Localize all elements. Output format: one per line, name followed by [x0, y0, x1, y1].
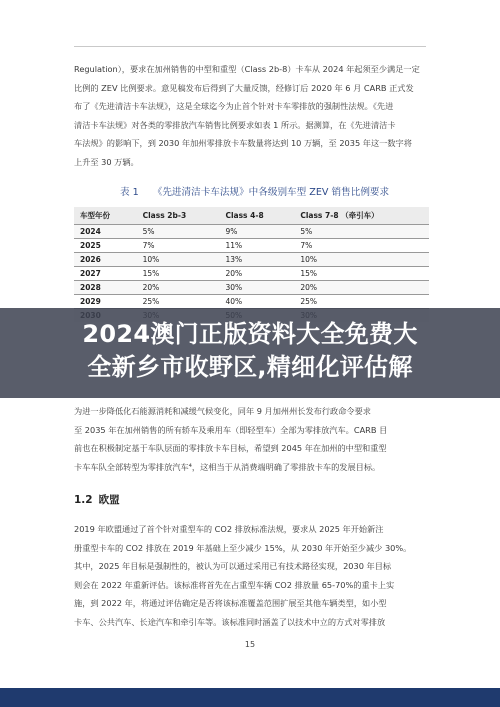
- text-line: 则会在 2022 年重新评估。该标准将首先在占重型车辆 CO2 排放量 65-70%的重卡上实: [74, 579, 395, 590]
- banner-line: 全新乡市收野区,精细化评估解: [87, 353, 413, 381]
- table-header-row: [74, 207, 429, 225]
- column-header: Class 7-8 （牵引车）: [294, 207, 429, 225]
- year-cell: 2027: [74, 267, 137, 281]
- column-header: Class 4-8: [219, 207, 294, 225]
- column-header: 车型年份: [74, 207, 137, 225]
- table-cell: 7%: [137, 239, 220, 253]
- text-line: 布了《先进清洁卡车法规》，这是全球迄今为止首个针对卡车零排放的强制性法规。《先进: [74, 101, 394, 111]
- year-cell: 2025: [74, 239, 137, 253]
- banner-line: 2024澳门正版资料大全免费大: [82, 320, 418, 348]
- table-cell: 15%: [294, 267, 429, 281]
- text-line: 卡车、公共汽车、长途汽车和牵引车等。该标准同时涵盖了以技术中立的方式对零排放: [74, 616, 386, 627]
- table-cell: 40%: [219, 295, 294, 309]
- text-line: 其中，2025 年目标是强制性的，被认为可以通过采用已有技术路径实现，2030 年目标: [74, 561, 392, 571]
- table-row: [74, 295, 429, 309]
- text-line: 车法规》的影响下，到 2030 年加州零排放卡车数量将达到 10 万辆，至 2035 年这一数字将: [74, 138, 412, 148]
- text-line: 册重型卡车的 CO2 排放在 2019 年基础上至少减少 15%，从 2030 年开始至少减少 30%。: [74, 542, 412, 553]
- table-caption: [120, 184, 389, 198]
- table-cell: 7%: [294, 239, 429, 253]
- table-cell: 9%: [219, 225, 294, 239]
- table-row: [74, 239, 429, 253]
- table-caption-number: 表 1: [120, 187, 139, 198]
- table-cell: 25%: [137, 295, 220, 309]
- banner-headline: [0, 318, 500, 384]
- table-cell: 5%: [137, 225, 220, 239]
- text-line: 卡车车队全部转型为零排放汽车⁴，这相当于从消费端明确了零排放卡车的发展目标。: [74, 461, 381, 472]
- policy-paragraph: [74, 402, 430, 476]
- table-cell: 20%: [294, 281, 429, 295]
- text-line: 前也在积极制定基于车队层面的零排放卡车目标，希望到 2045 年在加州的中型和重型: [74, 443, 387, 453]
- text-line: Regulation），要求在加州销售的中型和重型（Class 2b-8）卡车从 2024 年起须至少满足一定: [74, 64, 420, 74]
- header-rule: [74, 46, 426, 47]
- year-cell: 2026: [74, 253, 137, 267]
- table-cell: 10%: [137, 253, 220, 267]
- year-cell: 2024: [74, 225, 137, 239]
- text-line: 清洁卡车法规》对各类的零排放汽车销售比例要求如表 1 所示。据测算，在《先进清洁卡: [74, 119, 396, 130]
- table-cell: 20%: [137, 281, 220, 295]
- year-cell: 2029: [74, 295, 137, 309]
- table-caption-text: 《先进清洁卡车法规》中各级别车型 ZEV 销售比例要求: [152, 187, 390, 198]
- table-cell: 11%: [219, 239, 294, 253]
- section-heading: [74, 492, 120, 507]
- table-row: [74, 225, 429, 239]
- page-number: 15: [244, 640, 256, 649]
- text-line: 比例的 ZEV 比例要求。意见稿发布后得到了大量反馈，经修订后 2020 年 6 月 CARB 正式发: [74, 82, 414, 93]
- text-line: 施，到 2022 年，将通过评估确定是否将该标准覆盖范围扩展至其他车辆类型，如小型: [74, 598, 387, 608]
- column-header: Class 2b-3: [137, 207, 220, 225]
- text-line: 为进一步降低化石能源消耗和减缓气候变化，同年 9 月加州州长发布行政命令要求: [74, 406, 371, 416]
- table-cell: 20%: [219, 267, 294, 281]
- text-line: 2019 年欧盟通过了首个针对重型车的 CO2 排放标准法规，要求从 2025 年开始新注: [74, 524, 384, 534]
- text-line: 上升至 30 万辆。: [74, 156, 139, 167]
- intro-paragraph: [74, 60, 430, 171]
- table-cell: 25%: [294, 295, 429, 309]
- table-cell: 10%: [294, 253, 429, 267]
- text-line: 至 2035 年在加州销售的所有轿车及乘用车（即轻型车）全部为零排放汽车。CARB 目: [74, 424, 388, 435]
- section-title: 欧盟: [98, 494, 120, 506]
- table-cell: 13%: [219, 253, 294, 267]
- table-row: [74, 253, 429, 267]
- table-row: [74, 267, 429, 281]
- table-cell: 30%: [219, 281, 294, 295]
- table-cell: 5%: [294, 225, 429, 239]
- eu-paragraph: [74, 520, 430, 631]
- year-cell: 2028: [74, 281, 137, 295]
- table-cell: 15%: [137, 267, 220, 281]
- zev-requirements-table: [74, 207, 429, 322]
- table-row: [74, 281, 429, 295]
- section-number: 1.2: [74, 494, 93, 506]
- footer-bar: [0, 688, 500, 707]
